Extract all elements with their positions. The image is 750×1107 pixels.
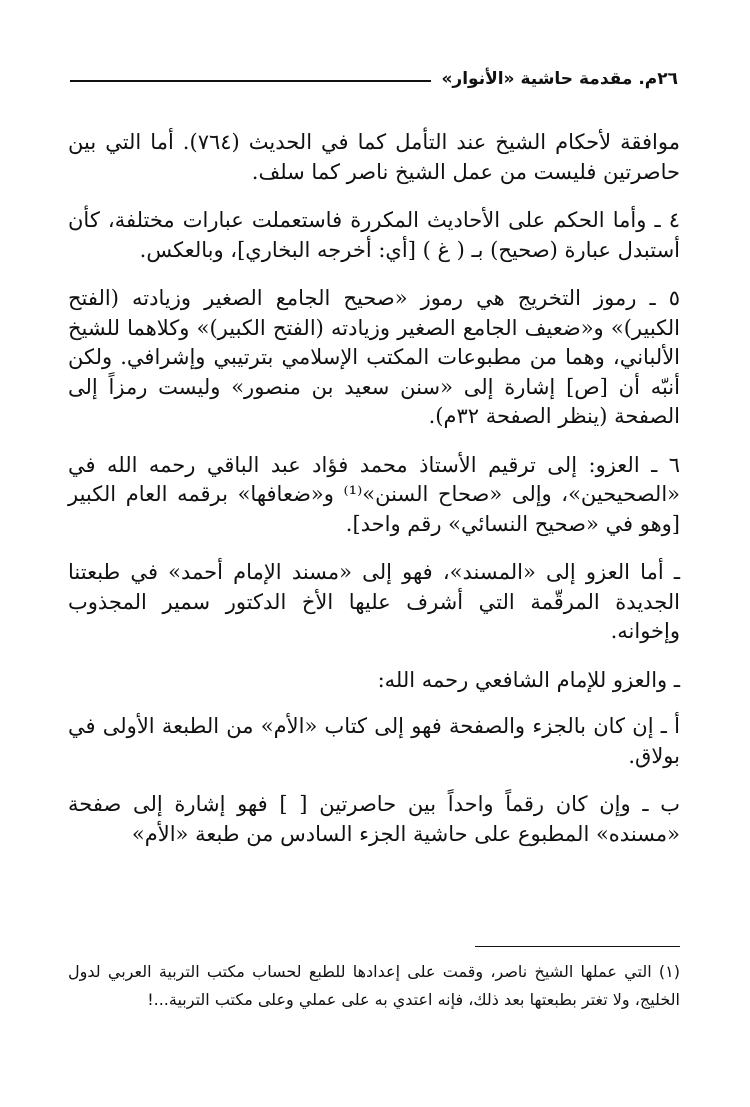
paragraph: ٥ ـ رموز التخريج هي رموز «صحيح الجامع الصغير وزيادته (الفتح الكبير)» و«ضعيف الجامع الصغير وزيادته (الفتح الكبير)» وكلاهما للشيخ الألباني، وهما من مطبوعات المكتب الإسلامي بترتيبي وإشرافي. ولكن أنبّه أن [ص] إشارة إلى «سنن سعيد بن منصور» وليست رمزاً إلى الصفحة (ينظر الصفحة ٣٢م). [68,286,680,428]
paragraph: ـ أما العزو إلى «المسند»، فهو إلى «مسند الإمام أحمد» في طبعتنا الجديدة المرقّمة التي أشرف عليها الأخ الدكتور سمير المجذوب وإخوانه. [68,560,680,643]
paragraph: ٤ ـ وأما الحكم على الأحاديث المكررة فاستعملت عبارات مختلفة، كأن أستبدل عبارة (صحيح) بـ ( ﻍ ) [أي: أخرجه البخاري]، وبالعكس. [68,208,680,262]
header-title: ٢٦م. مقدمة حاشية «الأنوار» [441,69,678,89]
running-header [70,64,678,94]
footnotes [68,958,680,1014]
paragraph: ٦ ـ العزو: إلى ترقيم الأستاذ محمد فؤاد عبد الباقي رحمه الله في «الصحيحين»، وإلى «صحاح السنن»⁽¹⁾ و«ضعافها» برقمه العام الكبير [وهو في «صحيح النسائي» رقم واحد]. [68,452,680,536]
paragraph: موافقة لأحكام الشيخ عند التأمل كما في الحديث (٧٦٤). أما التي بين حاصرتين فليست من عمل الشيخ ناصر كما سلف. [68,130,680,184]
paragraph: ـ والعزو للإمام الشافعي رحمه الله: [377,667,680,692]
footnote: (١) التي عملها الشيخ ناصر، وقمت على إعدادها للطبع لحساب مكتب التربية العربي لدول الخليج، ولا تغتر بطبعتها بعد ذلك، فإنه اعتدي به على عملي وعلى مكتب التربية...! [68,962,680,1009]
paragraph: ب ـ وإن كان رقماً واحداً بين حاصرتين [ ] فهو إشارة إلى صفحة «مسنده» المطبوع على حاشية الجزء السادس من طبعة «الأم» [68,792,680,846]
header-rule [70,80,431,82]
main-text [68,128,680,868]
paragraph: أ ـ إن كان بالجزء والصفحة فهو إلى كتاب «الأم» من الطبعة الأولى في بولاق. [68,714,680,768]
footnote-separator [475,946,680,947]
